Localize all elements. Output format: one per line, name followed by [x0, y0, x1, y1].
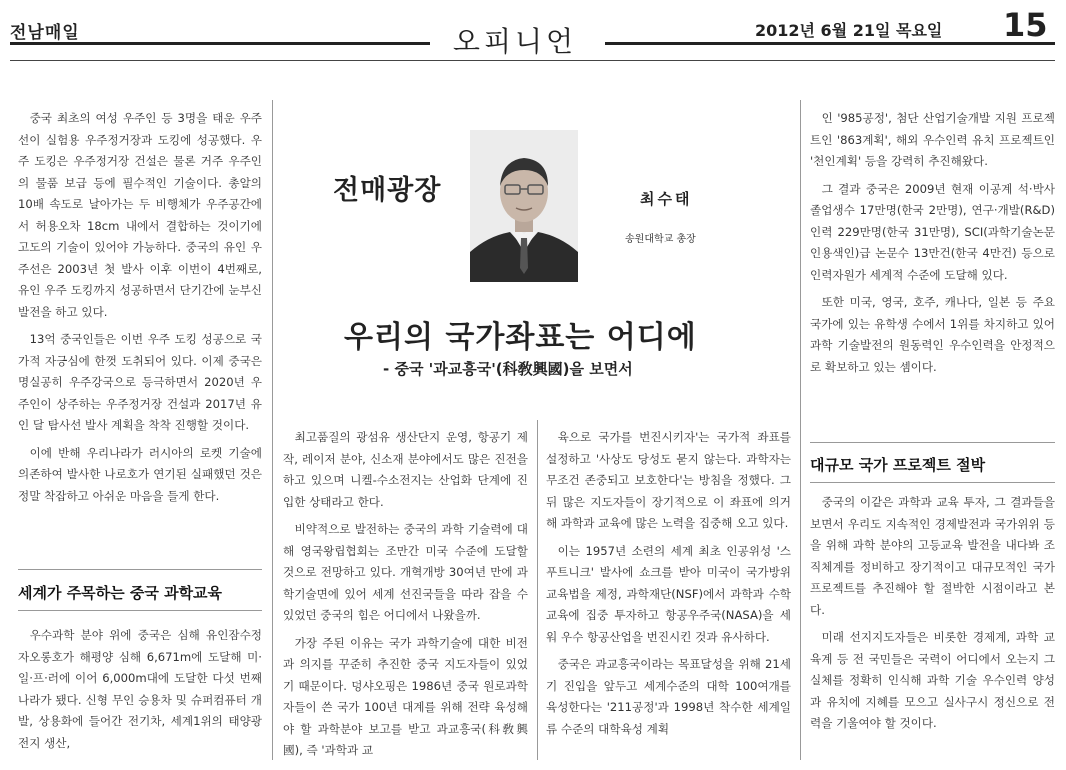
portrait-illustration	[470, 130, 578, 282]
paragraph: 중국의 이같은 과학과 교육 투자, 그 결과들을 보면서 우리도 지속적인 경제발전과 국가위위 등을 위해 과학 분야의 고등교육 발전을 내다봐 조직체계를 정비하고 장기적이고 대규모적인 국가 프로젝트를 추진해야 할 절박한 시점이라고 본다.	[810, 495, 1055, 617]
subheading: 세계가 주목하는 중국 과학교육	[18, 584, 223, 602]
article-column-4	[810, 108, 1055, 384]
column-divider	[537, 420, 538, 760]
header-rule-left	[10, 42, 430, 45]
paragraph: 육으로 국가를 번진시키자'는 국가적 좌표를 설정하고 '사상도 당성도 묻지 않는다. 과학자는 무조건 존중되고 보호한다'는 방침을 정했다. 그 뒤 많은 지도자들이 장기적으로 이 좌표에 의거해 과학과 교육에 많은 노력을 집중해 오고 있다.	[546, 430, 791, 530]
header-rule-right	[605, 42, 1055, 45]
column-divider	[272, 100, 273, 760]
subhead-rule-bottom	[18, 610, 262, 611]
page-number: 15	[1003, 6, 1048, 44]
paragraph: 이는 1957년 소련의 세계 최초 인공위성 '스푸트니크' 발사에 쇼크를 받아 미국이 국가방위교육법을 제정, 과학재단(NSF)에서 과학과 수학교육에 집중 투자하고 항공우주국(NASA)을 세워 우수 항공산업을 번진시킨 것과 유사하다.	[546, 543, 791, 644]
paragraph: 최고품질의 광섬유 생산단지 운영, 항공기 제작, 레이저 분야, 신소재 분야에서도 많은 진전을 하고 있으며 니켈-수소전지는 산업화 단계에 진입한 상태라고 한다.	[283, 430, 528, 509]
author-photo	[470, 130, 578, 282]
paragraph: 또한 미국, 영국, 호주, 캐나다, 일본 등 주요 국가에 있는 유학생 수에서 1위를 차지하고 있어 과학 기술발전의 원동력인 우수인력을 안정적으로 확보하고 있는 셈이다.	[810, 295, 1055, 374]
article-column-2	[283, 427, 528, 768]
subtitle: - 중국 '과교흥국'(科敎興國)을 보면서	[383, 360, 633, 378]
author-name: 최수태	[640, 190, 693, 208]
dateline: 2012년 6월 21일 목요일	[755, 21, 943, 40]
subhead-rule-top	[18, 569, 262, 570]
article-column-4b	[810, 492, 1055, 741]
paragraph: 13억 중국인들은 이번 우주 도킹 성공으로 국가적 자긍심에 한껏 도취되어 있다. 이제 중국은 명실공히 우주강국으로 등극하면서 2020년 우주인이 상주하는 우주정거장 건설과 2017년 유인 달 탐사선 발사 계획을 착착 진행할 것이다.	[18, 332, 262, 432]
paragraph: 가장 주된 이유는 국가 과학기술에 대한 비전과 의지를 꾸준히 추진한 중국 지도자들이 있었기 때문이다. 덩샤오핑은 1986년 중국 원로과학자들이 쓴 국가 100년 대계를 위해 전략 육성해야 할 과학분야 보고를 받고 과교흥국(科敎興國), 즉 '과학과 교	[283, 635, 528, 757]
paragraph: 그 결과 중국은 2009년 현재 이공계 석·박사 졸업생수 17만명(한국 2만명), 연구·개발(R&D) 인력 229만명(한국 31만명), SCI(과학기술논문 인용색인)급 논문수 13만건(한국 4만건) 등으로 인력자원가 세계적 수준에 도달해 있다.	[810, 181, 1055, 282]
subheading: 대규모 국가 프로젝트 절박	[810, 456, 986, 474]
header-rule-bottom	[10, 60, 1055, 61]
subhead-rule-bottom	[810, 482, 1055, 483]
subhead-rule-top	[810, 442, 1055, 443]
column-divider	[800, 100, 801, 760]
masthead: 전남매일	[10, 23, 80, 43]
article-column-1b	[18, 625, 262, 760]
paragraph: 비약적으로 발전하는 중국의 과학 기술력에 대해 영국왕립협회는 조만간 미국 수준에 도달할 것으로 전망하고 있다. 개혁개방 30여년 만에 과학기술면에 있어 세계 선진국들을 따라 잡을 수 있었던 중국의 힘은 어디에서 나왔을까.	[283, 522, 528, 622]
paragraph: 중국은 과교흥국이라는 목표달성을 위해 21세기 진입을 앞두고 세계수준의 대학 100여개를 육성한다는 '211공정'과 1998년 착수한 세계일류 수준의 대학육성 계획	[546, 657, 791, 736]
section-title: 오피니언	[452, 25, 578, 58]
paragraph: 이에 반해 우리나라가 러시아의 로켓 기술에 의존하여 발사한 나로호가 연기된 실패했던 것은 정말 착잡하고 아쉬운 마음을 들게 한다.	[18, 445, 262, 503]
paragraph: 미래 선지지도자들은 비롯한 경제계, 과학 교육계 등 전 국민들은 국력이 어디에서 오는지 그 실체를 정확히 인식해 과학 기술 우수인력 양성과 유치에 지혜를 모으고 실사구시 정신으로 전력을 기울여야 할 것이다.	[810, 630, 1055, 730]
column-name: 전매광장	[333, 175, 442, 206]
paragraph: 인 '985공정', 첨단 산업기술개발 지원 프로젝트인 '863계획', 해외 우수인력 유치 프로젝트인 '천인계획' 등을 강력히 추진해왔다.	[810, 111, 1055, 168]
author-affiliation: 송원대학교 총장	[625, 234, 696, 245]
headline: 우리의 국가좌표는 어디에	[344, 320, 697, 355]
article-column-1	[18, 108, 262, 513]
paragraph: 우수과학 분야 위에 중국은 심해 유인잠수정 자오롱호가 해평양 심해 6,671m에 도달해 미·일·프·러에 이어 6,000m대에 도달한 다섯 번째 나라가 됐다. 신형 무인 승용차 및 슈퍼컴퓨터 개발, 상용화에 들어간 전기차, 세계1위의 태양광 전지 생산,	[18, 628, 262, 750]
article-column-3	[546, 427, 791, 746]
paragraph: 중국 최초의 여성 우주인 등 3명을 태운 우주선이 실험용 우주정거장과 도킹에 성공했다. 우주 도킹은 우주정거장 건설은 물론 거주 우주인의 물품 보급 등에 필수적인 기술이다. 총알의 10배 속도로 날아가는 두 비행체가 우주공간에서 허용오차 18cm 내에서 결합하는 것이기에 고도의 기술이 있어야 가능하다. 중국의 유인 우주선은 2003년 첫 발사 이후 이번이 4번째로, 유인 우주 도킹까지 성공하면서 단기간에 눈부신 발전을 하고 있다.	[18, 111, 262, 319]
